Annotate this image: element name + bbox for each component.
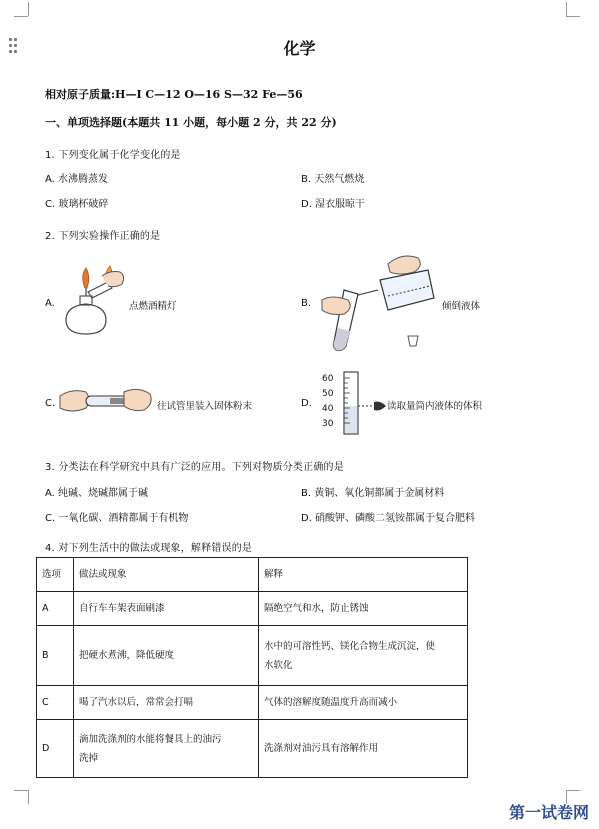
table-cell-action: 自行车车架表面刷漆	[74, 592, 259, 626]
table-cell-explain-line: 水中的可溶性钙、镁化合物生成沉淀，使	[264, 640, 436, 652]
corner-mark-top-right	[566, 2, 567, 16]
table-cell-option: A	[37, 592, 74, 626]
q2-option-d-label: D.	[301, 398, 312, 409]
corner-mark-bottom-left-h	[14, 790, 28, 791]
q2-option-c-label: C.	[45, 398, 56, 409]
q3-option-b: B. 黄铜、氧化铜都属于金属材料	[301, 488, 445, 499]
q2-option-c-caption: 往试管里装入固体粉末	[157, 401, 253, 412]
atomic-mass-line: 相对原子质量:H—I C—12 O—16 S—32 Fe—56	[45, 88, 303, 101]
table-cell-action: 把硬水煮沸，降低硬度	[74, 626, 259, 686]
alcohol-lamp-figure	[58, 262, 128, 342]
table-row	[37, 720, 468, 778]
q3-stem: 3. 分类法在科学研究中具有广泛的应用。下列对物质分类正确的是	[45, 462, 344, 473]
cylinder-tick: 50	[322, 389, 334, 399]
table-cell-action	[74, 720, 259, 778]
q1-option-d: D. 湿衣服晾干	[301, 199, 366, 210]
table-row	[37, 626, 468, 686]
corner-mark-bottom-left	[28, 790, 29, 804]
page-title: 化学	[283, 39, 316, 58]
table-cell-explain: 洗涤剂对油污具有溶解作用	[259, 720, 468, 778]
table-row	[37, 592, 468, 626]
q3-option-a: A. 纯碱、烧碱都属于碱	[45, 488, 149, 499]
table-header-cell: 做法或现象	[74, 558, 259, 592]
q4-stem: 4. 对下列生活中的做法或现象，解释错误的是	[45, 543, 253, 554]
table-cell-option: C	[37, 686, 74, 720]
q2-option-b-label: B.	[301, 298, 312, 309]
table-cell-action: 喝了汽水以后，常常会打嗝	[74, 686, 259, 720]
q2-stem: 2. 下列实验操作正确的是	[45, 231, 161, 242]
table-cell-explain	[259, 626, 468, 686]
table-cell-option: D	[37, 720, 74, 778]
q4-table	[36, 557, 468, 778]
table-cell-explain: 隔绝空气和水，防止锈蚀	[259, 592, 468, 626]
cylinder-tick: 40	[322, 404, 334, 414]
powder-in-tube-figure	[58, 380, 154, 424]
corner-mark-top-left	[28, 2, 29, 16]
q3-option-c: C. 一氧化碳、酒精都属于有机物	[45, 513, 189, 524]
q3-option-d: D. 硝酸钾、磷酸二氢铵都属于复合肥料	[301, 513, 476, 524]
table-header-cell: 选项	[37, 558, 74, 592]
table-cell-action-line: 滴加洗涤剂的水能将餐具上的油污	[79, 733, 222, 745]
q2-option-b-caption: 倾倒液体	[442, 301, 481, 312]
table-cell-option: B	[37, 626, 74, 686]
q2-option-d-caption: 读取量筒内液体的体积	[387, 401, 483, 412]
cylinder-tick: 30	[322, 419, 334, 429]
corner-mark-bottom-right-h	[566, 790, 580, 791]
section-heading: 一、单项选择题(本题共 11 小题，每小题 2 分，共 22 分)	[45, 116, 337, 129]
corner-mark-top-right-h	[566, 16, 580, 17]
q1-option-c: C. 玻璃杯破碎	[45, 199, 109, 210]
cylinder-tick: 60	[322, 374, 334, 384]
cylinder-tick-labels	[322, 372, 333, 432]
table-header-row	[37, 558, 468, 592]
table-cell-explain-line: 水软化	[264, 659, 293, 671]
table-cell-explain: 气体的溶解度随温度升高而减小	[259, 686, 468, 720]
watermark-logo: 第一试卷网	[508, 803, 589, 822]
table-row	[37, 686, 468, 720]
pour-liquid-figure	[318, 250, 438, 355]
table-header-cell: 解释	[259, 558, 468, 592]
q2-option-a-label: A.	[45, 298, 55, 309]
q1-option-b: B. 天然气燃烧	[301, 174, 365, 185]
corner-mark-top-left-h	[14, 16, 28, 17]
q2-option-a-caption: 点燃酒精灯	[129, 301, 177, 312]
q1-stem: 1. 下列变化属于化学变化的是	[45, 150, 181, 161]
q1-option-a: A. 水沸腾蒸发	[45, 174, 109, 185]
table-cell-action-line: 洗掉	[79, 752, 99, 764]
